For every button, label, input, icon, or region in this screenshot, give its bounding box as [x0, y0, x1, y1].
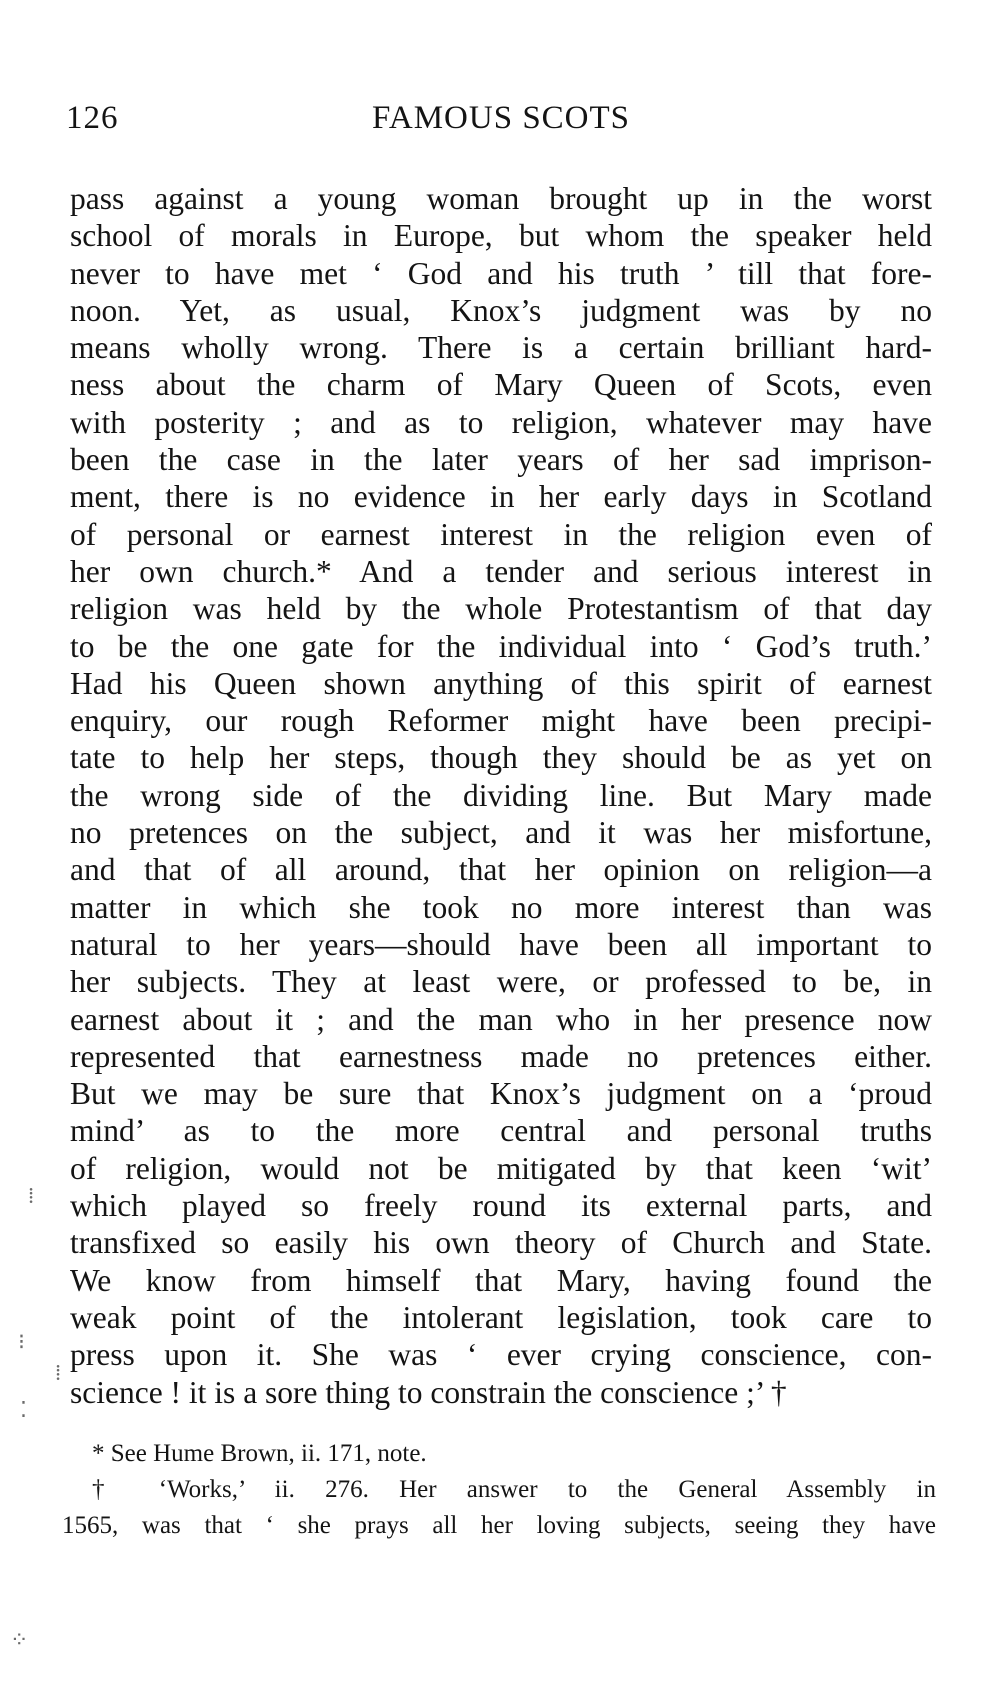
text-line: represented that earnestness made no pretences either. [70, 1038, 932, 1074]
margin-scan-mark: ⁞ [55, 1361, 62, 1386]
text-line: matter in which she took no more interest than was [70, 889, 932, 925]
running-title: FAMOUS SCOTS [371, 100, 631, 136]
text-line: enquiry, our rough Reformer might have been precipi- [70, 703, 932, 739]
text-line: the wrong side of the dividing line. But Mary made [70, 777, 932, 813]
body-paragraph [70, 180, 932, 1411]
text-line: means wholly wrong. There is a certain brilliant hard- [70, 330, 932, 366]
text-line: pass against a young woman brought up in the worst [70, 181, 932, 216]
text-line: weak point of the intolerant legislation, took care to [70, 1299, 932, 1335]
footnote: * See Hume Brown, ii. 171, note. [92, 1440, 427, 1467]
margin-scan-mark: ⁘ [10, 1628, 29, 1653]
text-line: Had his Queen shown anything of this spirit of earnest [70, 665, 932, 701]
text-line: her own church.* And a tender and serious interest in [70, 553, 932, 589]
text-line: mind’ as to the more central and personal truths [70, 1113, 932, 1149]
text-line: never to have met ‘ God and his truth ’ till that fore- [70, 255, 932, 291]
text-line: of religion, would not be mitigated by that keen ‘wit’ [70, 1150, 932, 1186]
footnotes [62, 1436, 936, 1544]
text-line: of personal or earnest interest in the religion even of [70, 516, 932, 552]
running-head [66, 100, 936, 144]
margin-scan-mark: ⁞ [28, 1184, 35, 1209]
text-line: ness about the charm of Mary Queen of Scots, even [70, 367, 932, 403]
text-line: no pretences on the subject, and it was her misfortune, [70, 815, 932, 851]
footnote-continuation: 1565, was that ‘ she prays all her loving subjects, seeing they have [62, 1512, 936, 1539]
text-line: tate to help her steps, though they should be as yet on [70, 740, 932, 776]
page-number: 126 [66, 100, 119, 136]
text-line: ment, there is no evidence in her early days in Scotland [70, 479, 932, 515]
footnote: † ‘Works,’ ii. 276. Her answer to the General Assembly in [92, 1476, 936, 1503]
text-line: been the case in the later years of her sad imprison- [70, 442, 932, 478]
text-line: school of morals in Europe, but whom the speaker held [70, 218, 932, 254]
text-line: transfixed so easily his own theory of Church and State. [70, 1225, 932, 1261]
text-line: and that of all around, that her opinion on religion—a [70, 852, 932, 888]
margin-scan-mark: ⁝ [18, 1330, 25, 1355]
text-line: press upon it. She was ‘ ever crying conscience, con- [70, 1337, 932, 1373]
text-line: with posterity ; and as to religion, whatever may have [70, 404, 932, 440]
text-line: earnest about it ; and the man who in her presence now [70, 1001, 932, 1037]
text-line: which played so freely round its external parts, and [70, 1188, 932, 1224]
text-line: to be the one gate for the individual into ‘ God’s truth.’ [70, 628, 932, 664]
text-line: her subjects. They at least were, or professed to be, in [70, 964, 932, 1000]
text-line: We know from himself that Mary, having found the [70, 1262, 932, 1298]
text-line: But we may be sure that Knox’s judgment on a ‘proud [70, 1076, 932, 1112]
margin-scan-mark: ⁚ [20, 1398, 27, 1423]
text-line: science ! it is a sore thing to constrain the conscience ;’ † [70, 1374, 787, 1410]
text-line: natural to her years—should have been all important to [70, 926, 932, 962]
text-line: religion was held by the whole Protestantism of that day [70, 591, 932, 627]
text-line: noon. Yet, as usual, Knox’s judgment was by no [70, 292, 932, 328]
